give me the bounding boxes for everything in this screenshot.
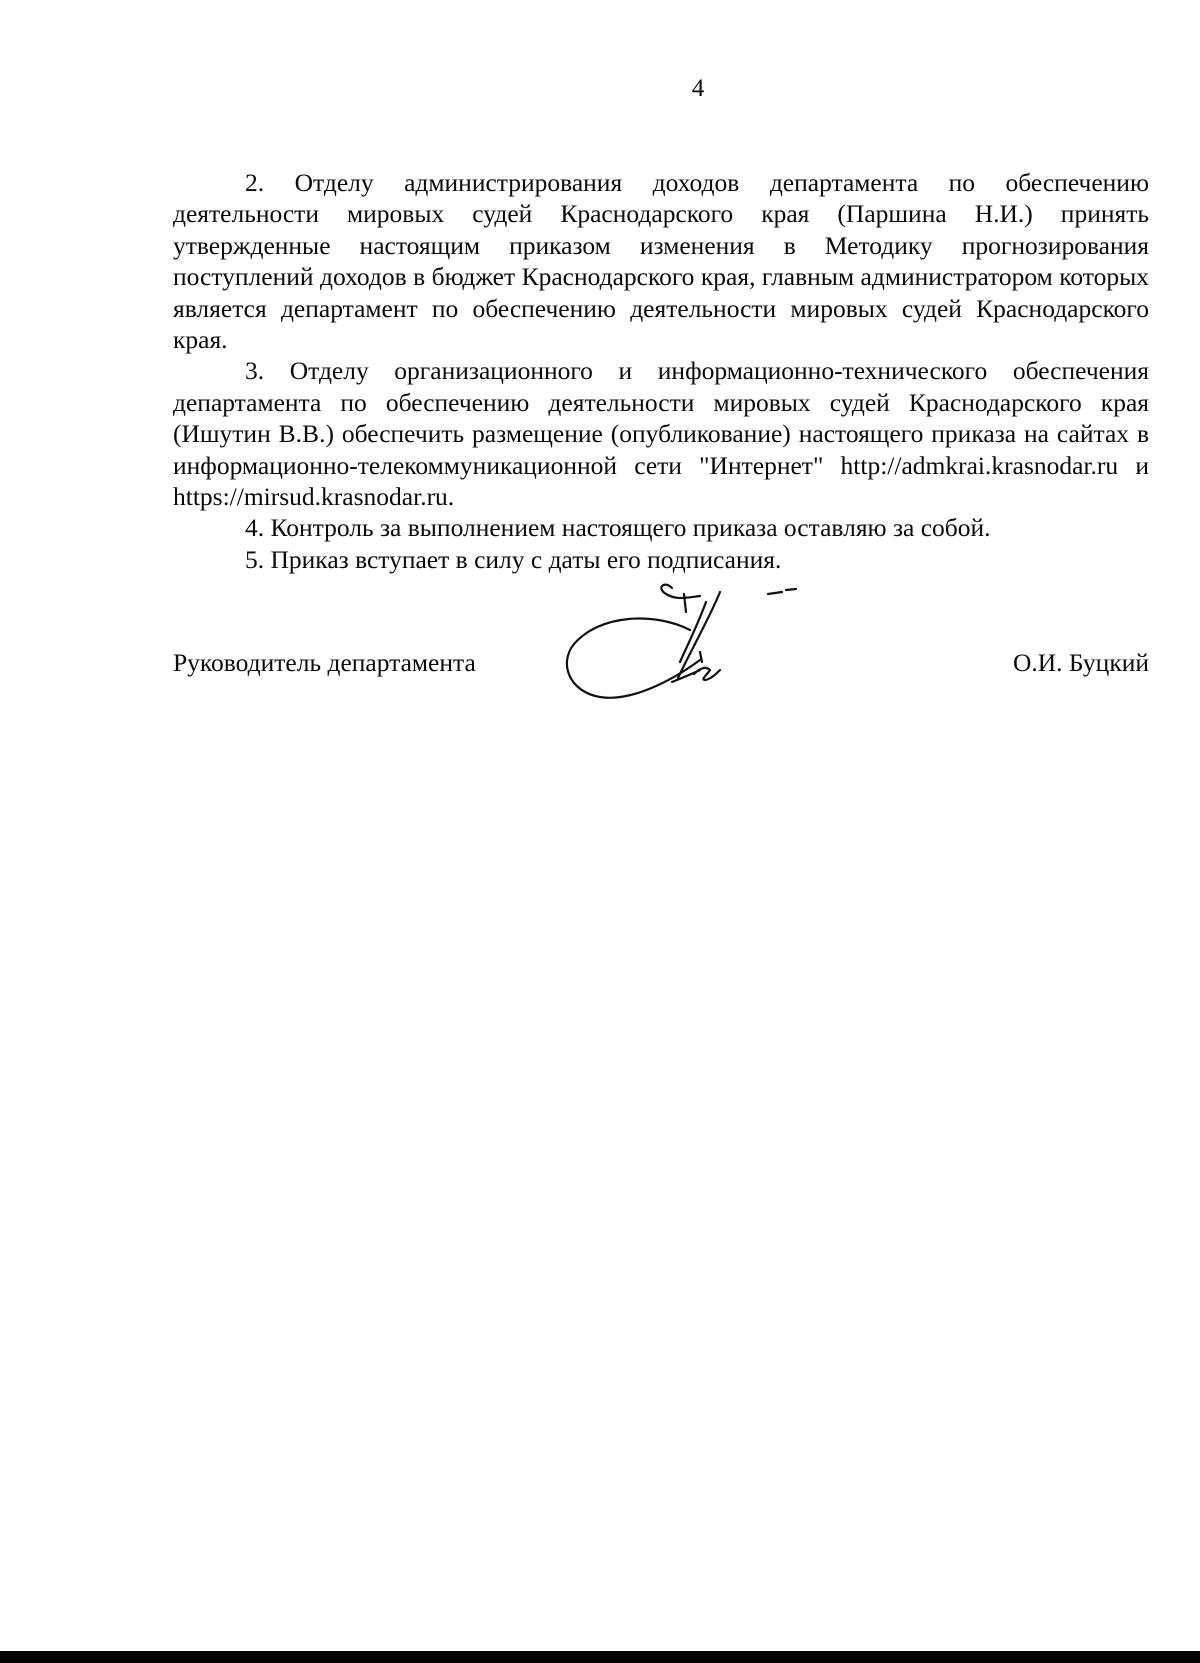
paragraph-4: 4. Контроль за выполнением настоящего приказа оставляю за собой.: [245, 513, 991, 543]
paragraph-5: 5. Приказ вступает в силу с даты его подписания.: [245, 544, 782, 574]
signature-block: [173, 647, 1149, 687]
document-body: [173, 167, 1149, 575]
signer-title: Руководитель департамента: [173, 648, 476, 677]
paragraph-2: 2. Отделу администрирования доходов департамента по обеспечению деятельности мировых судей Краснодарского края (Паршина Н.И.) принять утвержденные настоящим приказом изменения в Методику прогнозирования поступлений доходов в бюджет Краснодарского края, главным администратором которых является департамент по обеспечению деятельности мировых судей Краснодарского края.: [173, 168, 1149, 355]
signer-name: О.И. Буцкий: [1012, 648, 1149, 677]
scan-border: [0, 1651, 1200, 1663]
page-number: 4: [691, 75, 705, 102]
paragraph-3: 3. Отделу организационного и информационно-технического обеспечения департамента по обеспечению деятельности мировых судей Краснодарского края (Ишутин В.В.) обеспечить размещение (опубликование) настоящего приказа на сайтах в информационно-телекоммуникационной сети "Интернет" http://admkrai.krasnodar.ru и https://mirsud.krasnodar.ru.: [173, 356, 1149, 512]
